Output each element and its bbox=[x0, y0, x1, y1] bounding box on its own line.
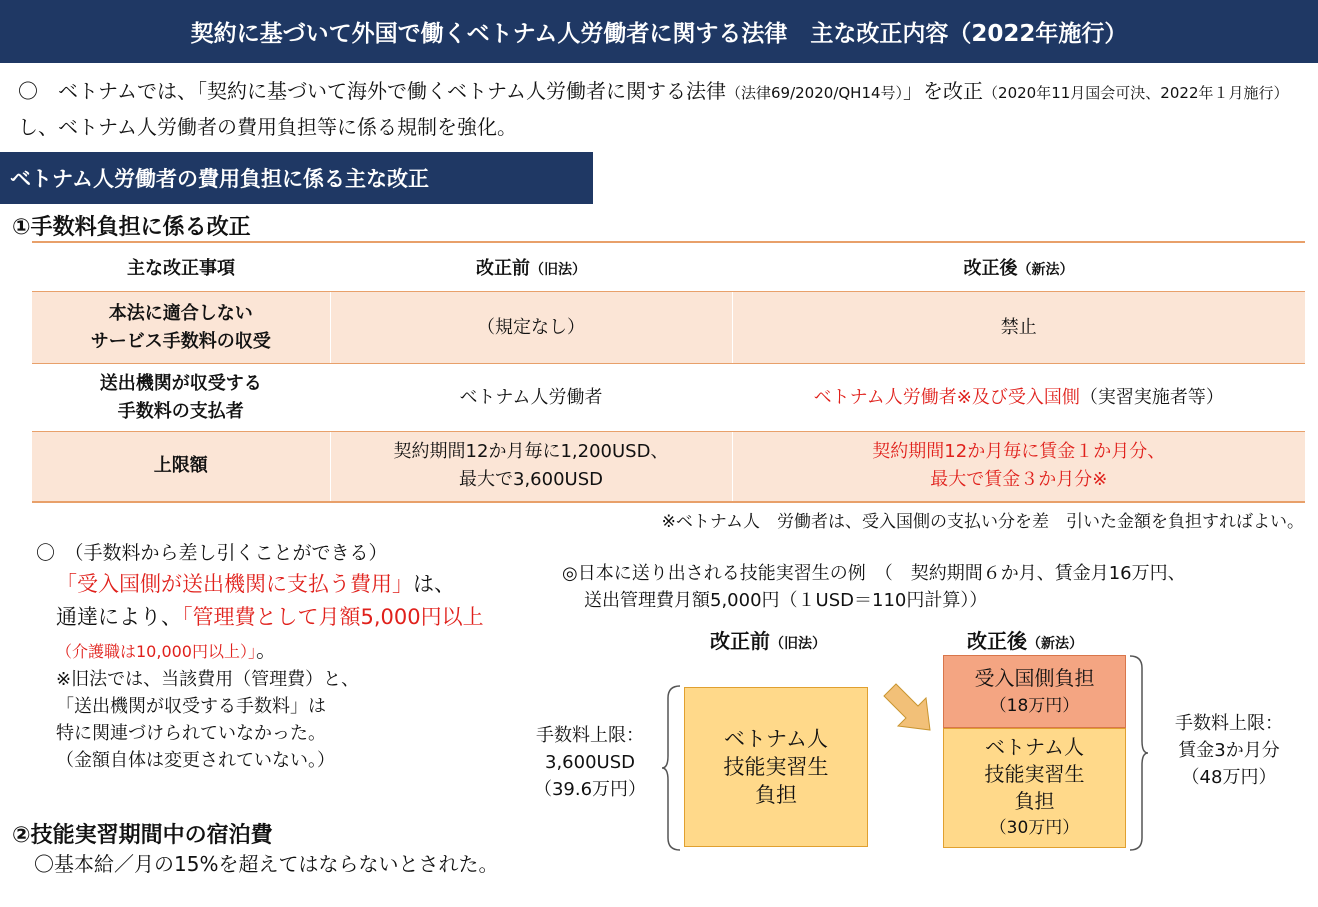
management-fee-note: 「受入国側が送出機関に支払う費用」は、 通達により、「管理費として月額5,000円以上 （介護職は10,000円以上）」。 bbox=[56, 572, 484, 662]
subheading-lodging: ②技能実習期間中の宿泊費 bbox=[12, 823, 273, 848]
row2-item: 送出機関が収受する 手数料の支払者 bbox=[32, 364, 330, 432]
row3-before: 契約期間12か月毎に1,200USD、 最大で3,600USD bbox=[330, 432, 732, 502]
example-heading: ◎日本に送り出される技能実習生の例 （ 契約期間６か月、賃金月16万円、 送出管理費月額5,000円（１USD＝110円計算）） bbox=[562, 563, 1186, 611]
header-after: 改正後（新法） bbox=[732, 242, 1305, 292]
table-row bbox=[32, 432, 1305, 502]
intro-tail: し、ベトナム人労働者の費用負担等に係る規制を強化。 bbox=[18, 115, 517, 139]
table-row bbox=[32, 292, 1305, 364]
table-footnote: ※ベトナム人 労働者は、受入国側の支払い分を差 引いた金額を負担すればよい。 bbox=[661, 512, 1304, 532]
before-burden-box: ベトナム人 技能実習生 負担 bbox=[684, 687, 868, 847]
fee-limit-before: 手数料上限： 3,600USD （39.6万円） bbox=[533, 725, 647, 800]
row2-before: ベトナム人労働者 bbox=[330, 364, 732, 432]
row1-before: （規定なし） bbox=[330, 292, 732, 364]
fee-revision-table bbox=[32, 241, 1305, 503]
intro-lead: 〇 ベトナムでは、「契約に基づいて海外で働くベトナム人労働者に関する法律 bbox=[18, 79, 726, 103]
row2-after: ベトナム人労働者※及び受入国側（実習実施者等） bbox=[732, 364, 1305, 432]
section-heading bbox=[0, 152, 593, 204]
header-before: 改正前（旧法） bbox=[330, 242, 732, 292]
lodging-rule-text: 〇基本給／月の15%を超えてはならないとされた。 bbox=[34, 852, 499, 876]
intro-date: （2020年11月国会可決、2022年１月施行） bbox=[983, 84, 1289, 102]
row3-after: 契約期間12か月毎に賃金１か月分、 最大で賃金３か月分※ bbox=[732, 432, 1305, 502]
fee-limit-after: 手数料上限： 賃金3か月分 （48万円） bbox=[1175, 713, 1283, 788]
table-row bbox=[32, 364, 1305, 432]
deductible-note: 〇 （手数料から差し引くことができる） bbox=[36, 542, 388, 564]
example-before-title: 改正前（旧法） bbox=[710, 629, 826, 653]
intro-text bbox=[18, 74, 1308, 144]
intro-mid: 」を改正 bbox=[903, 79, 984, 103]
row1-item: 本法に適合しない サービス手数料の収受 bbox=[32, 292, 330, 364]
example-after-title: 改正後（新法） bbox=[967, 629, 1083, 653]
receiving-side-burden-box: 受入国側負担 （18万円） bbox=[943, 655, 1126, 728]
arrow-right-down-icon bbox=[880, 680, 938, 738]
intro-law-number: （法律69/2020/QH14号） bbox=[726, 84, 904, 102]
worker-burden-box: ベトナム人 技能実習生 負担 （30万円） bbox=[943, 728, 1126, 848]
row1-after: 禁止 bbox=[732, 292, 1305, 364]
page-title: 契約に基づいて外国で働くベトナム人労働者に関する法律 主な改正内容（2022年施行） bbox=[190, 21, 1128, 47]
table-header-row bbox=[32, 242, 1305, 292]
subheading-fee: ①手数料負担に係る改正 bbox=[12, 215, 251, 240]
old-law-note: ※旧法では、当該費用（管理費）と、 「送出機関が収受する手数料」は 特に関連づけられていなかった。 （金額自体は変更されていない。） bbox=[56, 669, 360, 771]
header-item: 主な改正事項 bbox=[32, 242, 330, 292]
row3-item: 上限額 bbox=[32, 432, 330, 502]
brace-left-icon bbox=[662, 684, 682, 852]
page-banner bbox=[0, 0, 1318, 63]
section-heading-text: ベトナム人労働者の費用負担に係る主な改正 bbox=[10, 167, 429, 191]
